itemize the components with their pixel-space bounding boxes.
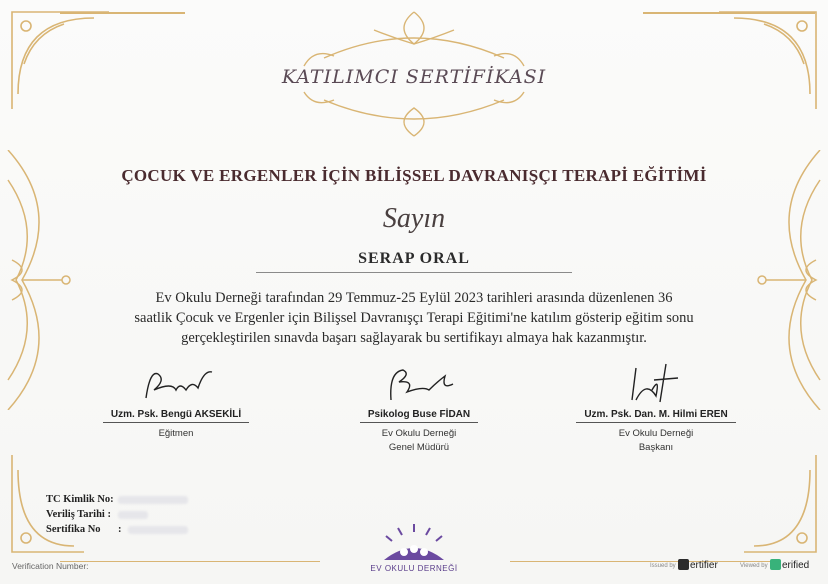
verified-brand[interactable] bbox=[770, 559, 809, 571]
issued-by-label: Issued by bbox=[650, 563, 676, 569]
signatory-3-name: Uzm. Psk. Dan. M. Hilmi EREN bbox=[576, 409, 735, 423]
signatory-3-role-line-1: Ev Okulu Derneği bbox=[618, 428, 694, 439]
certifier-brand[interactable] bbox=[678, 559, 718, 571]
signatory-1-name: Uzm. Psk. Bengü AKSEKİLİ bbox=[103, 409, 249, 423]
recipient-underline bbox=[256, 272, 572, 273]
viewed-by-label: Viewed by bbox=[740, 563, 768, 569]
certifier-logo-icon bbox=[678, 559, 689, 570]
corner-ornament-top-right bbox=[714, 4, 824, 114]
signatory-2-role bbox=[319, 427, 519, 455]
recipient-name: SERAP ORAL bbox=[358, 250, 470, 267]
signatory-1 bbox=[76, 360, 276, 441]
side-ornament-right bbox=[746, 150, 826, 410]
side-ornament-left bbox=[2, 150, 82, 410]
bottom-border-left bbox=[60, 561, 320, 562]
certificate-title: KATILIMCI SERTİFİKASI bbox=[281, 66, 547, 88]
corner-ornament-top-left bbox=[4, 4, 114, 114]
signatory-1-role-line: Eğitmen bbox=[158, 428, 194, 439]
verification-number-label: Verification Number: bbox=[12, 561, 89, 571]
certificate-info bbox=[46, 492, 188, 537]
cert-no-colon: : bbox=[118, 524, 122, 535]
corner-ornament-bottom-right bbox=[714, 450, 824, 560]
verified-check-icon bbox=[770, 559, 781, 570]
certifier-brand-text: ertifier bbox=[690, 560, 718, 571]
bottom-border-right bbox=[510, 561, 770, 562]
signatory-3-role-line-2: Başkanı bbox=[638, 442, 674, 453]
body-line-2: saatlik Çocuk ve Ergenler için Bilişsel Davranışçı Terapi Eğitimi'ne katılım gösterip eğitim sonu bbox=[134, 310, 694, 326]
signatory-2-name: Psikolog Buse FİDAN bbox=[360, 409, 478, 423]
signatory-2 bbox=[319, 360, 519, 455]
date-value-redacted bbox=[118, 511, 148, 519]
cert-no-label: Sertifika No bbox=[46, 524, 101, 535]
body-line-3: gerçekleştirilen sınavda başarı sağlayarak bu sertifikayı almaya hak kazanmıştır. bbox=[181, 330, 647, 346]
signatory-3-role bbox=[556, 427, 756, 455]
tc-row bbox=[46, 492, 188, 507]
certificate-body bbox=[90, 288, 738, 348]
logo-text: EV OKULU DERNEĞİ bbox=[370, 564, 458, 573]
tc-label: TC Kimlik No: bbox=[46, 494, 114, 505]
cert-no-row bbox=[46, 522, 188, 537]
signatory-3 bbox=[556, 360, 756, 455]
salutation: Sayın bbox=[382, 203, 446, 234]
logo-emblem bbox=[364, 520, 464, 568]
date-label: Veriliş Tarihi : bbox=[46, 509, 111, 520]
cert-no-value-redacted bbox=[128, 526, 188, 534]
signatory-1-role bbox=[76, 427, 276, 441]
course-title: ÇOCUK VE ERGENLER İÇİN BİLİŞSEL DAVRANIŞÇI TERAPİ EĞİTİMİ bbox=[121, 166, 707, 185]
body-line-1: Ev Okulu Derneği tarafından 29 Temmuz-25 Eylül 2023 tarihleri arasında düzenlenen 36 bbox=[155, 290, 673, 306]
signatory-2-role-line-2: Genel Müdürü bbox=[388, 442, 450, 453]
signature-2-image bbox=[319, 360, 519, 404]
date-row bbox=[46, 507, 188, 522]
tc-value-redacted bbox=[118, 496, 188, 504]
ev-okulu-logo bbox=[364, 520, 464, 584]
signatory-2-role-line-1: Ev Okulu Derneği bbox=[381, 428, 457, 439]
signature-1-image bbox=[76, 360, 276, 404]
signature-3-image bbox=[556, 360, 756, 404]
verified-brand-text: erified bbox=[782, 560, 810, 571]
